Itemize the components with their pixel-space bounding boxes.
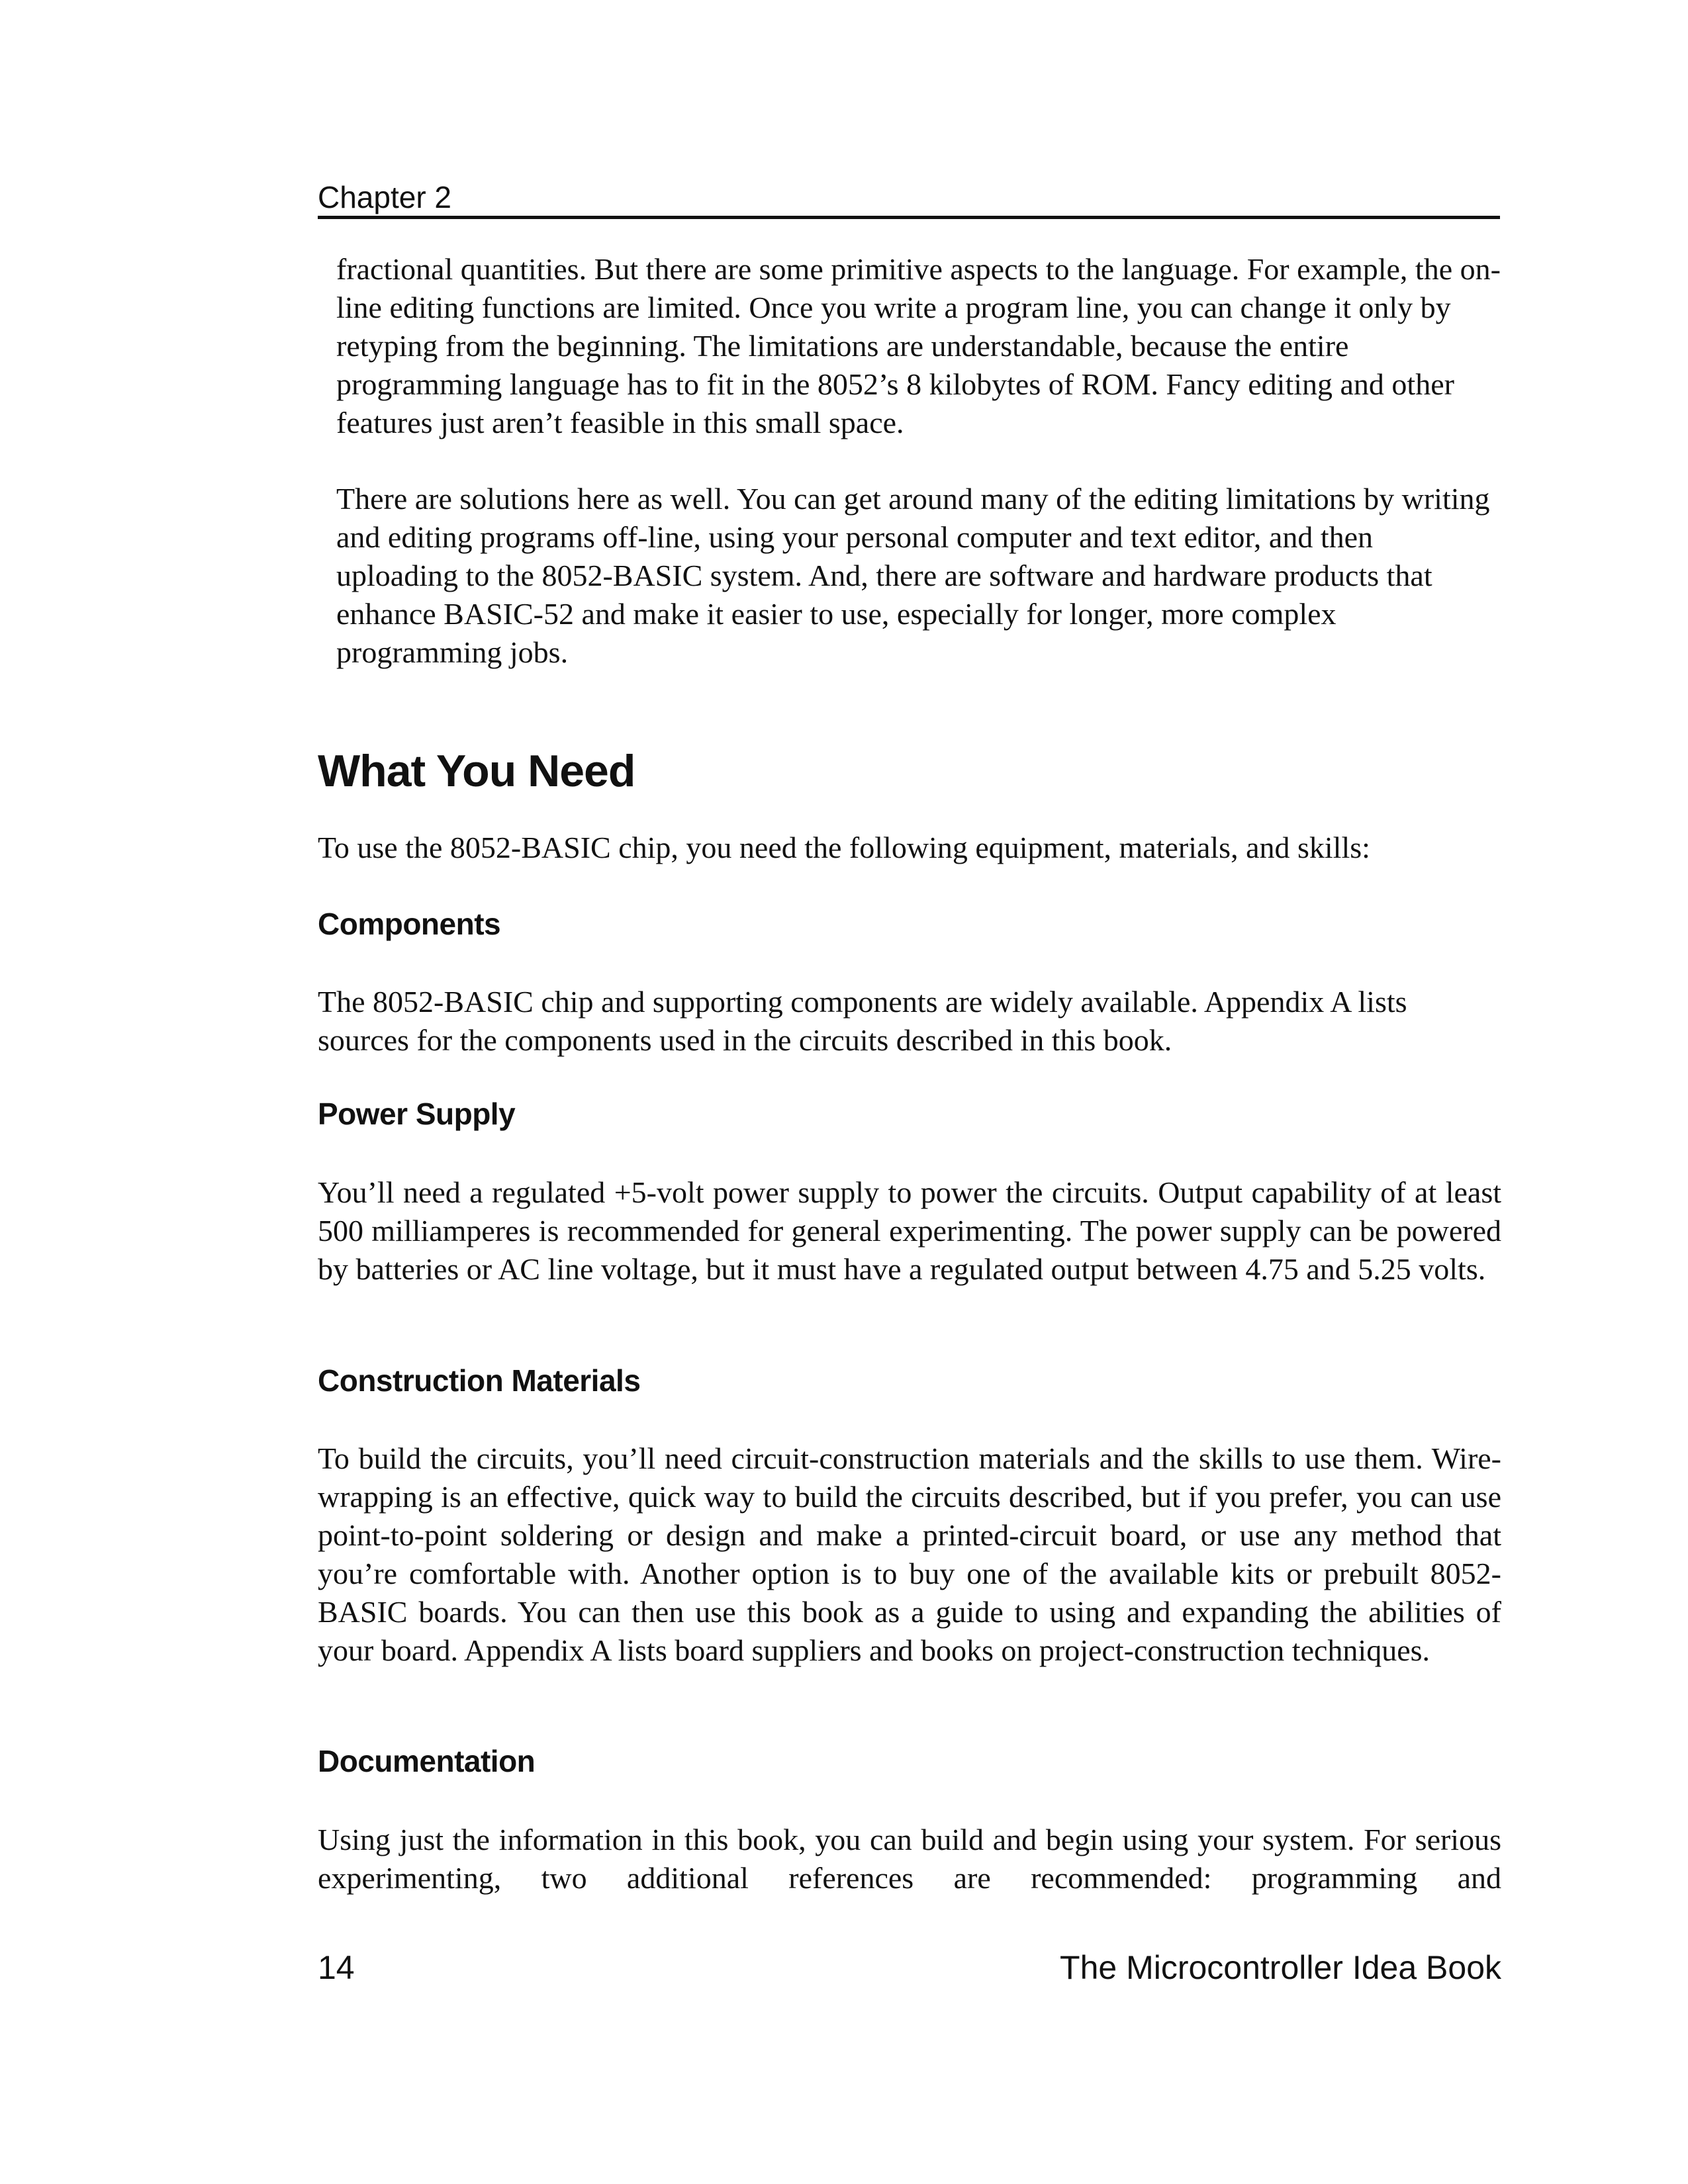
subsection-body-components xyxy=(318,983,1501,1060)
subsection-body-documentation xyxy=(318,1821,1501,1897)
intro-paragraph-2-text: There are solutions here as well. You can get around many of the editing limitations by writing and editing programs off-line, using your personal computer and text editor, and then uploading to the 8052-BASIC system. And, there are software and hardware products that enhance BASIC-52 and make it easier to use, especially for longer, more complex programming jobs. xyxy=(336,482,1490,669)
subsection-title-documentation: Documentation xyxy=(318,1744,536,1778)
subsection-title-components: Components xyxy=(318,907,501,941)
components-text: The 8052-BASIC chip and supporting components are widely available. Appendix A lists sources for the components used in the circuits described in this book. xyxy=(318,985,1407,1057)
page-number: 14 xyxy=(318,1949,355,1986)
intro-paragraph-1-text: fractional quantities. But there are some primitive aspects to the language. For example, the on-line editing functions are limited. Once you write a program line, you can change it only by retyping from the beginning. The limitations are understandable, because the entire programming language has to fit in the 8052’s 8 kilobytes of ROM. Fancy editing and other features just aren’t feasible in this small space. xyxy=(336,252,1501,439)
subsection-body-construction-materials xyxy=(318,1439,1501,1670)
subsection-title-construction-materials: Construction Materials xyxy=(318,1363,641,1398)
section-intro xyxy=(318,829,1501,867)
construction-materials-text: To build the circuits, you’ll need circuit-construction materials and the skills to use them. Wire-wrapping is an effective, quick way to build the circuits described, but if you prefer, you can use point-to-point soldering or design and make a printed-circuit board, or use any method that you’re comfortable with. Another option is to buy one of the available kits or prebuilt 8052-BASIC boards. You can then use this book as a guide to using and expanding the abilities of your board. Appendix A lists board suppliers and books on project-construction techniques. xyxy=(318,1441,1501,1667)
section-intro-text: To use the 8052-BASIC chip, you need the following equipment, materials, and skills: xyxy=(318,831,1370,864)
intro-paragraph-2 xyxy=(336,480,1501,672)
intro-paragraph-1 xyxy=(336,250,1501,442)
documentation-text: Using just the information in this book, you can build and begin using your system. For serious experimenting, two additional references are recommended: programming and xyxy=(318,1823,1501,1895)
chapter-label: Chapter 2 xyxy=(318,180,452,214)
book-title: The Microcontroller Idea Book xyxy=(1060,1949,1501,1986)
running-header xyxy=(318,176,1500,219)
subsection-title-power-supply: Power Supply xyxy=(318,1097,516,1131)
section-title: What You Need xyxy=(318,746,635,796)
subsection-body-power-supply xyxy=(318,1173,1501,1289)
power-supply-text: You’ll need a regulated +5-volt power supply to power the circuits. Output capability of at least 500 milliamperes is recommended for general experimenting. The power supply can be powered by batteries or AC line voltage, but it must have a regulated output between 4.75 and 5.25 volts. xyxy=(318,1175,1501,1286)
